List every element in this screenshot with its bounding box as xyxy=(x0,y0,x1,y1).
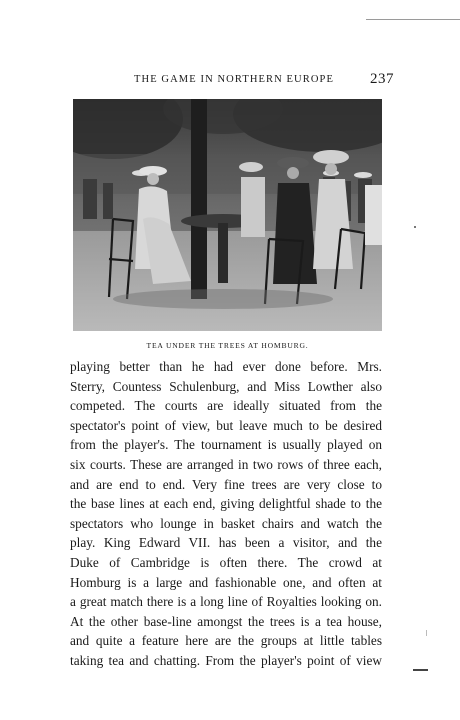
photograph-illustration xyxy=(73,99,382,331)
text-line: competed. The courts are ideally situated from the xyxy=(70,398,382,414)
text-line: taking tea and chatting. From the player's point of view xyxy=(70,652,382,668)
text-line: Homburg is a large and fashionable one, and often at xyxy=(70,574,382,590)
running-head xyxy=(134,71,394,91)
page-edge-mark xyxy=(426,630,427,636)
top-rule xyxy=(366,19,460,20)
text-line: spectator's point of view, but leave much to be desired xyxy=(70,417,382,433)
body-text xyxy=(70,357,382,671)
text-line: the base lines at each end, giving delightful shade to the xyxy=(70,496,382,512)
page-bottom-mark xyxy=(413,669,428,671)
text-line: a great match there is a long line of Royalties looking on. xyxy=(70,594,382,610)
figure-caption: TEA UNDER THE TREES AT HOMBURG. xyxy=(146,341,309,350)
text-line: spectators who lounge in basket chairs and watch the xyxy=(70,515,382,531)
running-head-title: THE GAME IN NORTHERN EUROPE xyxy=(134,74,334,85)
page-edge-mark xyxy=(414,226,416,228)
text-line: and quite a feature here are the groups at little tables xyxy=(70,633,382,649)
text-line: and are end to end. Very fine trees are very close to xyxy=(70,476,382,492)
text-line: play. King Edward VII. has been a visitor, and the xyxy=(70,535,382,551)
text-line: At the other base-line amongst the trees is a tea house, xyxy=(70,613,382,629)
text-line: Duke of Cambridge is often there. The crowd at xyxy=(70,554,382,570)
page-number: 237 xyxy=(370,71,394,87)
text-line: playing better than he had ever done before. Mrs. xyxy=(70,359,382,374)
text-line: Sterry, Countess Schulenburg, and Miss Lowther also xyxy=(70,378,382,394)
text-line: six courts. These are arranged in two rows of three each, xyxy=(70,456,382,472)
photograph-tea-under-trees xyxy=(73,99,382,331)
text-line: from the player's. The tournament is usually played on xyxy=(70,437,382,453)
